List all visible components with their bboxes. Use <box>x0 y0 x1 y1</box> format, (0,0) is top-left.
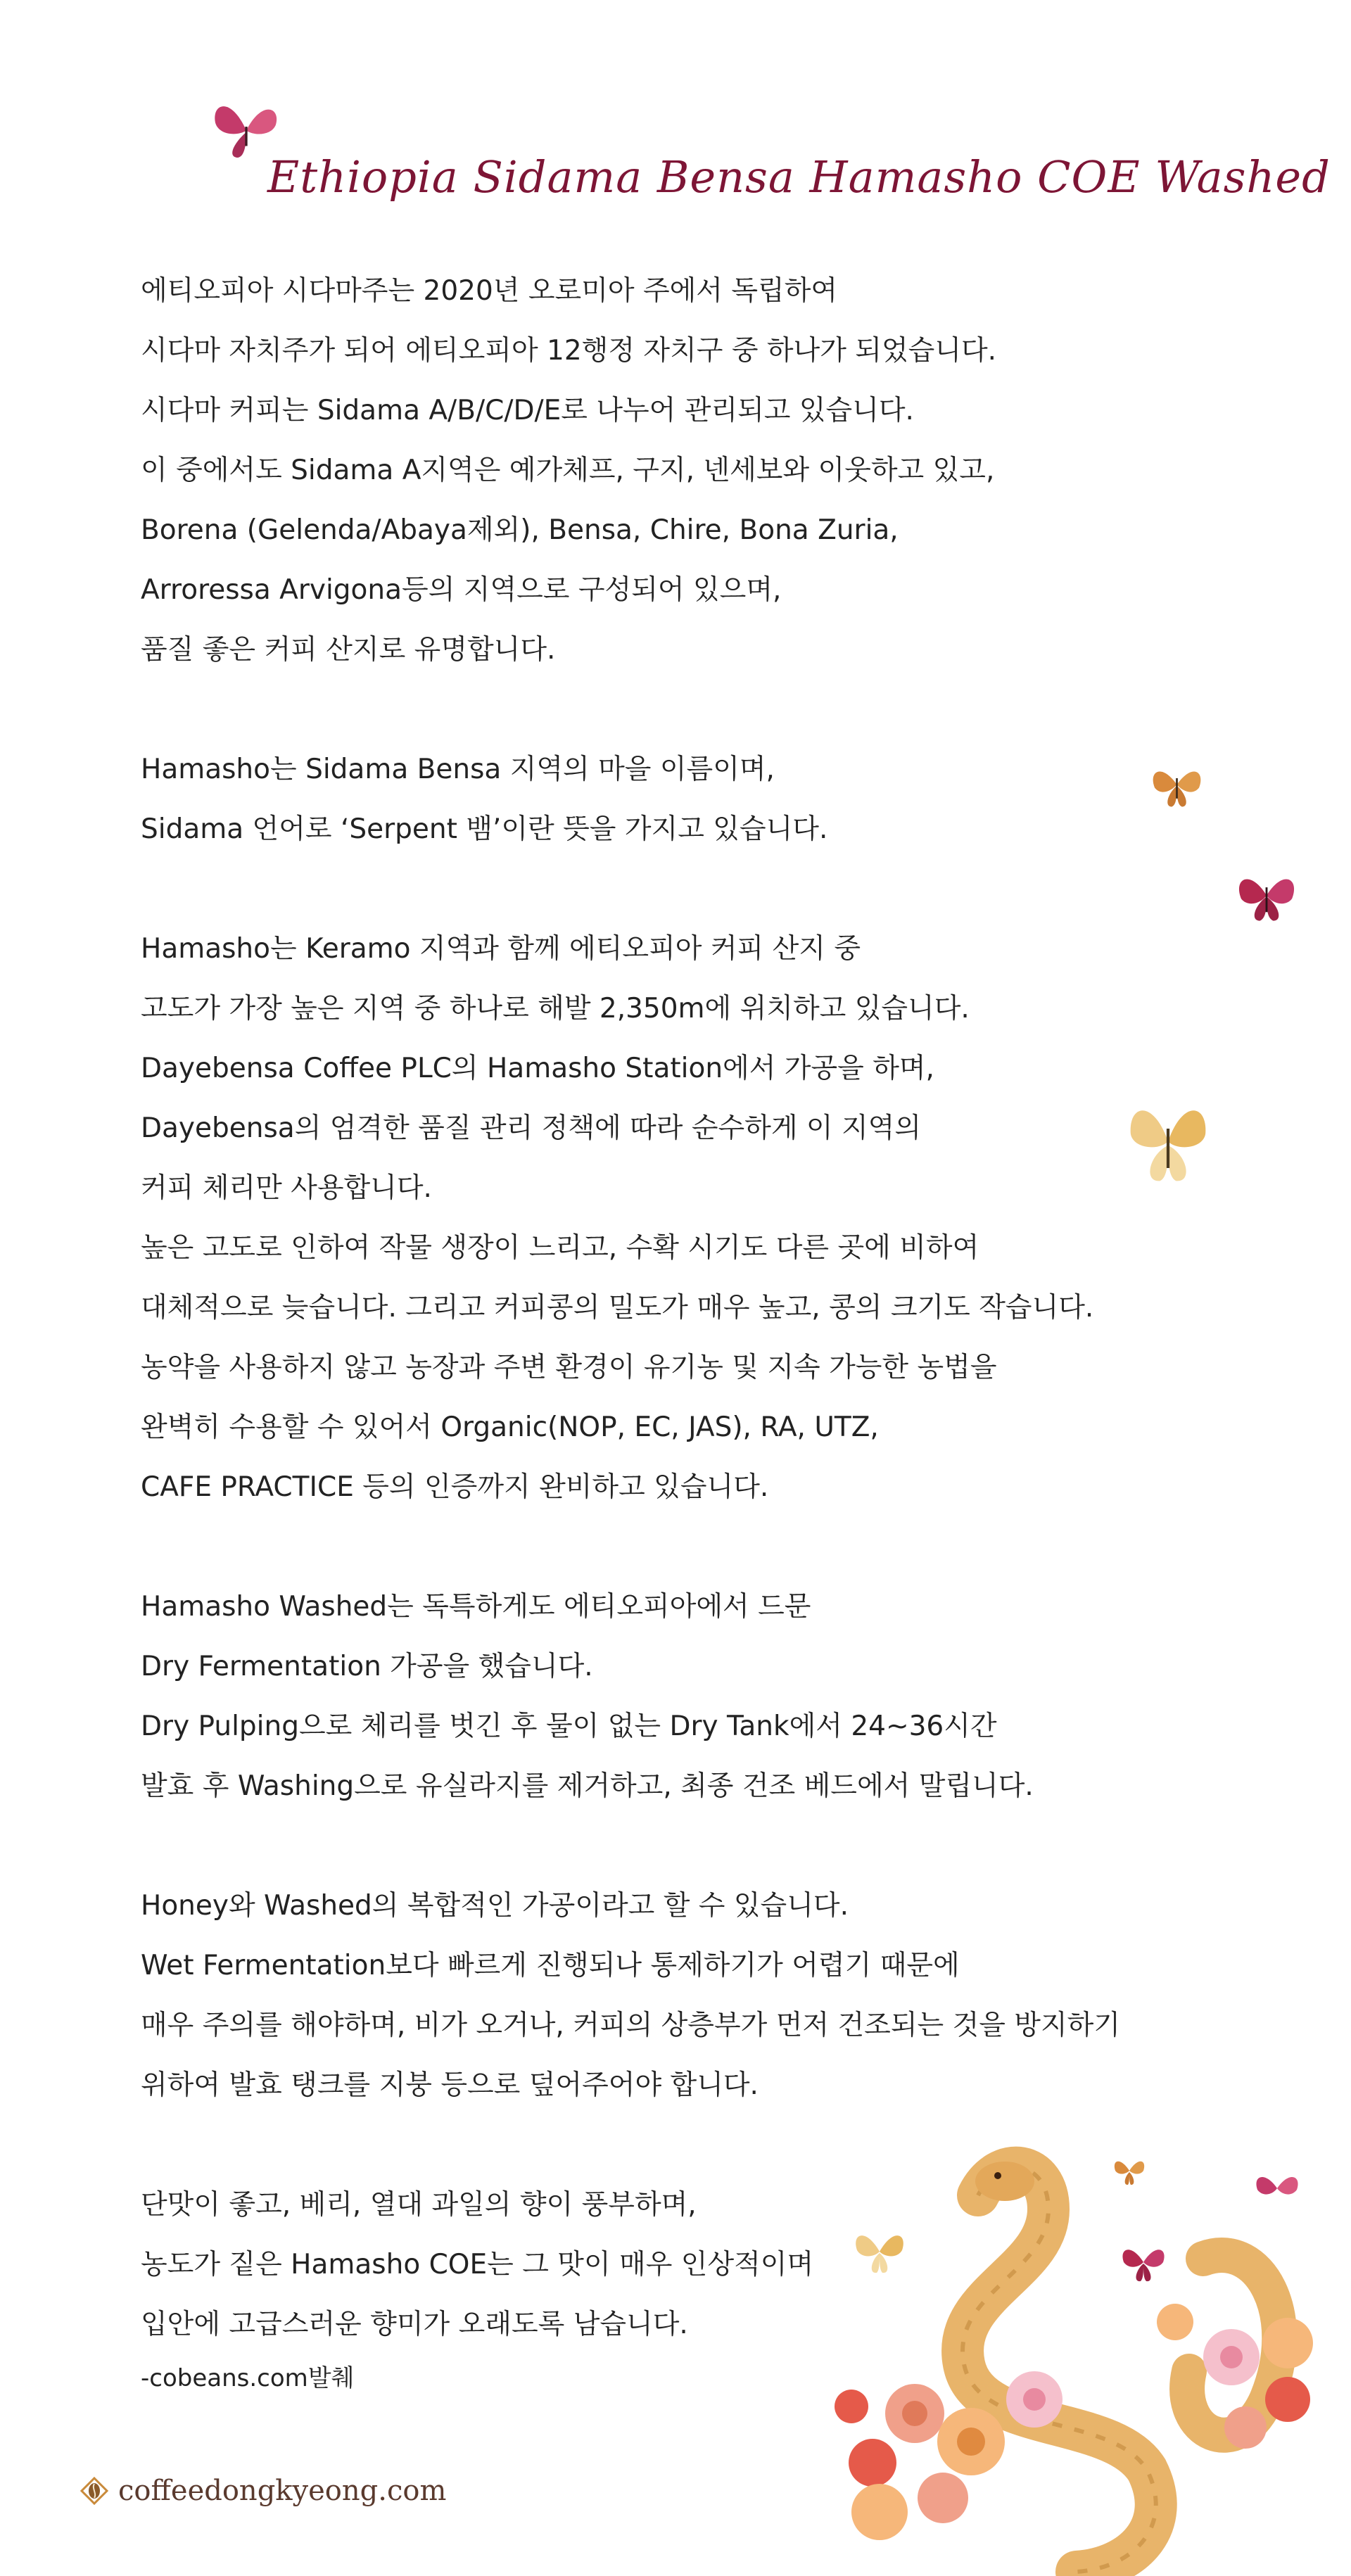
coffee-bean-logo-icon <box>79 2475 110 2506</box>
brand-logo <box>79 2475 446 2507</box>
text-line: 시다마 자치주가 되어 에티오피아 12행정 자치구 중 하나가 되었습니다. <box>141 335 997 367</box>
text-line: 위하여 발효 탱크를 지붕 등으로 덮어주어야 합니다. <box>141 2069 759 2101</box>
text-line: 농약을 사용하지 않고 농장과 주변 환경이 유기농 및 지속 가능한 농법을 <box>141 1352 997 1383</box>
butterfly-icon <box>1228 862 1305 929</box>
text-line: Hamasho는 Sidama Bensa 지역의 마을 이름이며, <box>141 754 775 785</box>
text-line: 발효 후 Washing으로 유실라지를 제거하고, 최종 건조 베드에서 말립니다. <box>141 1770 1034 1802</box>
text-line: 커피 체리만 사용합니다. <box>141 1172 432 1204</box>
text-line: 고도가 가장 높은 지역 중 하나로 해발 2,350m에 위치하고 있습니다. <box>141 993 970 1024</box>
text-line: Dry Fermentation 가공을 했습니다. <box>141 1651 593 1682</box>
text-line: Hamasho Washed는 독특하게도 에티오피아에서 드문 <box>141 1591 811 1623</box>
text-line: Dayebensa의 엄격한 품질 관리 정책에 따라 순수하게 이 지역의 <box>141 1112 922 1144</box>
text-line: Borena (Gelenda/Abaya제외), Bensa, Chire, Bona Zuria, <box>141 514 899 546</box>
source-credit: -cobeans.com발췌 <box>141 2364 355 2392</box>
text-line: CAFE PRACTICE 등의 인증까지 완비하고 있습니다. <box>141 1471 769 1503</box>
text-line: Dayebensa Coffee PLC의 Hamasho Station에서 가공을 하며, <box>141 1053 934 1084</box>
text-line: 농도가 짙은 Hamasho COE는 그 맛이 매우 인상적이며 <box>141 2249 814 2280</box>
text-line: 완벽히 수용할 수 있어서 Organic(NOP, EC, JAS), RA, UTZ, <box>141 1411 879 1443</box>
text-line: 시다마 커피는 Sidama A/B/C/D/E로 나누어 관리되고 있습니다. <box>141 395 914 426</box>
text-line: 이 중에서도 Sidama A지역은 예가체프, 구지, 넨세보와 이웃하고 있고, <box>141 455 995 486</box>
text-line: 높은 고도로 인하여 작물 생장이 느리고, 수확 시기도 다른 곳에 비하여 <box>141 1232 979 1264</box>
text-line: Sidama 언어로 ‘Serpent 뱀’이란 뜻을 가지고 있습니다. <box>141 813 828 845</box>
text-line: Arroressa Arvigona등의 지역으로 구성되어 있으며, <box>141 574 782 606</box>
text-line: 품질 좋은 커피 산지로 유명합니다. <box>141 634 556 666</box>
text-line: 입안에 고급스러운 향미가 오래도록 남습니다. <box>141 2309 688 2340</box>
text-line: Honey와 Washed의 복합적인 가공이라고 할 수 있습니다. <box>141 1890 849 1922</box>
text-line: 대체적으로 늦습니다. 그리고 커피콩의 밀도가 매우 높고, 콩의 크기도 작습니다. <box>141 1292 1094 1324</box>
page-title: Ethiopia Sidama Bensa Hamasho COE Washed <box>267 151 1331 203</box>
text-line: 매우 주의를 해야하며, 비가 오거나, 커피의 상층부가 먼저 건조되는 것을 방지하기 <box>141 2010 1121 2041</box>
snake-flower-illustration <box>809 2132 1344 2576</box>
text-line: 단맛이 좋고, 베리, 열대 과일의 향이 풍부하며, <box>141 2189 697 2221</box>
text-line: Dry Pulping으로 체리를 벗긴 후 물이 없는 Dry Tank에서 24~36시간 <box>141 1711 997 1742</box>
logo-text: coffeedongkyeong.com <box>118 2475 447 2507</box>
text-line: 에티오피아 시다마주는 2020년 오로미아 주에서 독립하여 <box>141 275 838 307</box>
text-line: Wet Fermentation보다 빠르게 진행되나 통제하기가 어렵기 때문에 <box>141 1950 960 1981</box>
text-line: Hamasho는 Keramo 지역과 함께 에티오피아 커피 산지 중 <box>141 933 861 965</box>
